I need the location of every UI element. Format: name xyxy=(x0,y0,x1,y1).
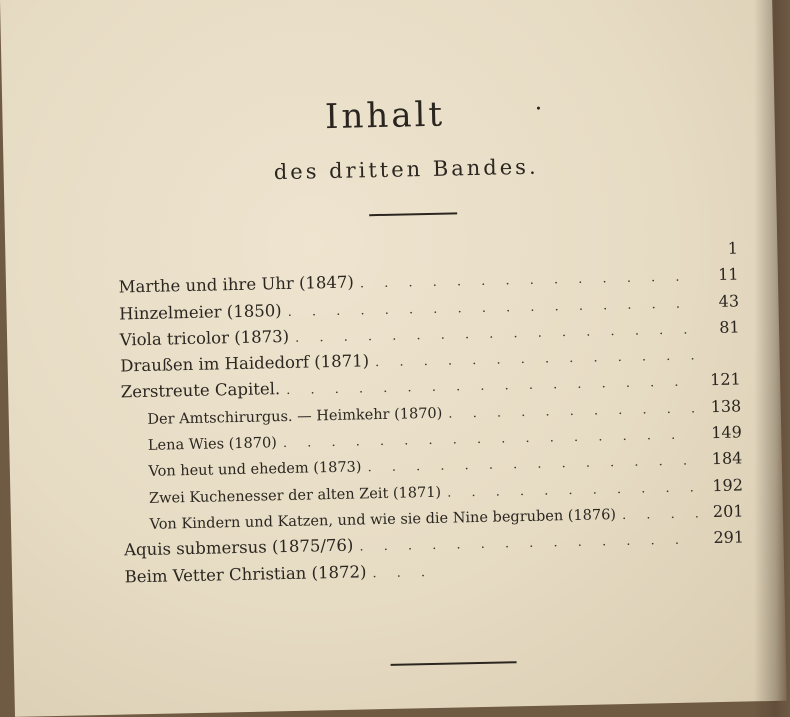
toc-entry-page: 192 xyxy=(712,475,744,495)
toc-dot-leader xyxy=(448,401,695,421)
toc-entry-title: Von Kindern und Katzen, und wie sie die Nine begruben (1876) xyxy=(149,507,617,533)
toc-dot-leader xyxy=(622,506,698,523)
toc-entry-title: Lena Wies (1870) xyxy=(147,435,278,454)
toc-dot-leader xyxy=(283,427,696,451)
top-divider-rule xyxy=(369,212,457,216)
toc-entry-page: 184 xyxy=(711,448,743,469)
toc-entry-title: Beim Vetter Christian (1872) xyxy=(124,561,367,586)
table-of-contents xyxy=(118,238,745,593)
page-title: Inhalt xyxy=(324,94,446,138)
toc-entry-page: 1 xyxy=(727,238,739,258)
toc-dot-leader xyxy=(360,270,693,292)
toc-entry-page: 291 xyxy=(713,527,745,548)
toc-dot-leader xyxy=(286,375,695,399)
toc-entry-page: 201 xyxy=(712,501,744,522)
toc-dot-leader xyxy=(375,349,694,371)
toc-entry-title: Zwei Kuchenesser der alten Zeit (1871) xyxy=(148,484,442,507)
bottom-divider-rule xyxy=(391,661,517,665)
toc-entry-title: Draußen im Haidedorf (1871) xyxy=(120,351,370,376)
toc-entry-page: 43 xyxy=(718,291,740,311)
toc-dot-leader xyxy=(359,533,698,555)
toc-dot-leader xyxy=(367,454,696,476)
toc-entry-title: Zerstreute Capitel. xyxy=(120,379,281,402)
toc-entry-title: Viola tricolor (1873) xyxy=(119,326,290,350)
toc-dot-leader xyxy=(372,564,442,580)
ink-speck xyxy=(537,107,540,110)
toc-entry-page xyxy=(700,359,740,360)
toc-entry-page: 149 xyxy=(711,422,742,443)
toc-entry-title: Der Amtschirurgus. — Heimkehr (1870) xyxy=(147,405,443,428)
toc-entry-page: 138 xyxy=(710,396,742,416)
toc-entry-title: Von heut und ehedem (1873) xyxy=(148,459,362,481)
toc-entry-page xyxy=(448,574,488,575)
toc-entry-title: Marthe und ihre Uhr (1847) xyxy=(118,272,355,297)
toc-entry-page: 81 xyxy=(719,317,740,337)
toc-entry-title: Hinzelmeier (1850) xyxy=(118,300,282,324)
toc-dot-leader xyxy=(295,322,694,345)
toc-entry-title: Aquis submersus (1875/76) xyxy=(123,535,354,560)
toc-dot-leader xyxy=(447,480,697,500)
toc-entry-page: 11 xyxy=(717,264,739,285)
toc-entry-page: 121 xyxy=(709,369,741,390)
page-subtitle: des dritten Bandes. xyxy=(273,154,539,185)
toc-dot-leader xyxy=(288,296,694,319)
